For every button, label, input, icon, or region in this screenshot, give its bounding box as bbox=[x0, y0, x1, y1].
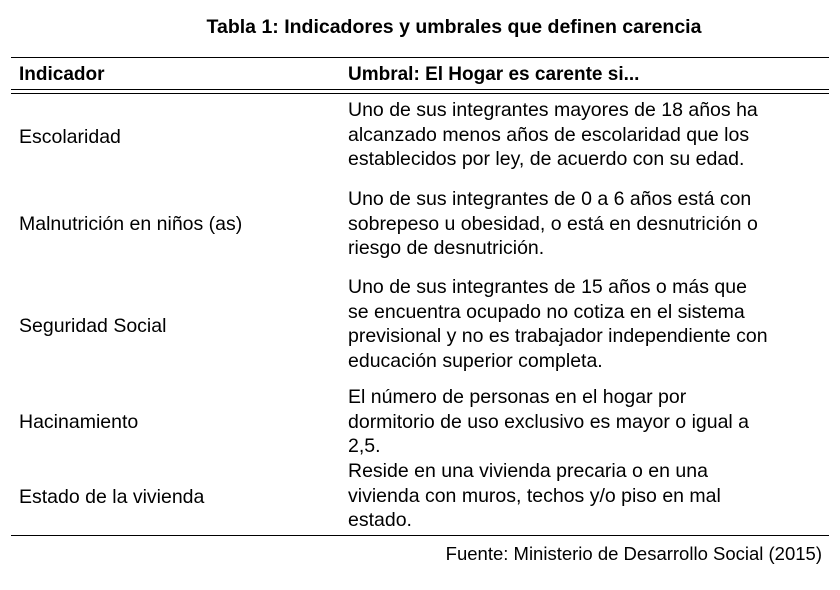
header-threshold: Umbral: El Hogar es carente si... bbox=[348, 64, 640, 85]
threshold-line: estado. bbox=[348, 509, 412, 531]
threshold-line: alcanzado menos años de escolaridad que los bbox=[348, 123, 750, 146]
row-indicator: Hacinamiento bbox=[19, 411, 139, 433]
threshold-line: vivienda con muros, techos y/o piso en mal bbox=[348, 484, 721, 507]
threshold-line: dormitorio de uso exclusivo es mayor o igual a bbox=[348, 410, 750, 433]
row-threshold bbox=[348, 275, 826, 373]
threshold-line: El número de personas en el hogar por bbox=[348, 386, 687, 408]
table-source: Fuente: Ministerio de Desarrollo Social (2015) bbox=[445, 543, 822, 564]
threshold-line: Uno de sus integrantes de 15 años o más que bbox=[348, 276, 747, 298]
threshold-line: se encuentra ocupado no cotiza en el sistema bbox=[348, 300, 745, 323]
threshold-line: sobrepeso u obesidad, o está en desnutrición o bbox=[348, 212, 758, 235]
row-threshold bbox=[348, 98, 826, 172]
threshold-line: Uno de sus integrantes de 0 a 6 años está con bbox=[348, 188, 752, 210]
header-rule-upper bbox=[11, 89, 829, 90]
table-title: Tabla 1: Indicadores y umbrales que definen carencia bbox=[206, 16, 702, 38]
row-indicator: Seguridad Social bbox=[19, 315, 167, 337]
row-threshold bbox=[348, 187, 826, 261]
row-threshold bbox=[348, 385, 826, 459]
header-rule-lower bbox=[11, 93, 829, 94]
threshold-line: Reside en una vivienda precaria o en una bbox=[348, 460, 708, 482]
threshold-line: establecidos por ley, de acuerdo con su edad. bbox=[348, 148, 745, 170]
header-indicator: Indicador bbox=[19, 64, 105, 85]
threshold-line: 2,5. bbox=[348, 435, 381, 457]
row-threshold bbox=[348, 459, 826, 533]
table-top-rule bbox=[11, 57, 829, 58]
threshold-line: Uno de sus integrantes mayores de 18 años ha bbox=[348, 99, 758, 121]
row-indicator: Malnutrición en niños (as) bbox=[19, 213, 243, 235]
threshold-line: educación superior completa. bbox=[348, 349, 603, 372]
row-indicator: Escolaridad bbox=[19, 126, 121, 148]
row-indicator: Estado de la vivienda bbox=[19, 486, 205, 508]
table-bottom-rule bbox=[11, 535, 829, 536]
threshold-line: previsional y no es trabajador independiente con bbox=[348, 325, 768, 347]
threshold-line: riesgo de desnutrición. bbox=[348, 237, 545, 259]
